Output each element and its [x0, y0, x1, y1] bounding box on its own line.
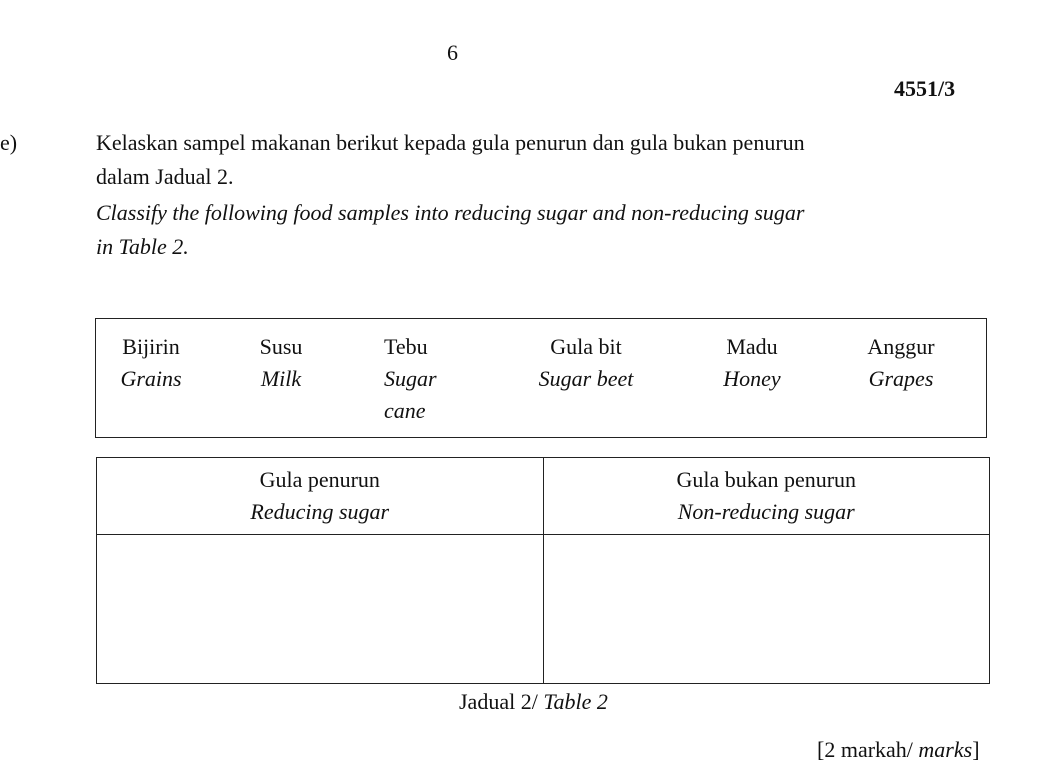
food-samples-box: [95, 318, 987, 438]
page-number: 6: [447, 40, 458, 65]
question-label: e): [0, 130, 18, 155]
header-malay: Gula penurun: [259, 467, 380, 492]
classification-table: [96, 457, 990, 684]
sample-sugar-cane: [384, 331, 444, 427]
marks-open: [2 markah/: [817, 737, 913, 762]
sample-english: Grapes: [868, 366, 934, 391]
caption-malay: Jadual 2/: [459, 689, 538, 714]
answer-cell-reducing-sugar[interactable]: [97, 535, 544, 684]
table-caption: [459, 689, 608, 715]
sample-grapes: [851, 331, 951, 395]
marks-english: marks: [918, 737, 973, 762]
header-reducing-sugar: [97, 458, 544, 535]
paper-code: 4551/3: [894, 76, 956, 101]
sample-english: Sugar: [384, 366, 437, 391]
sample-malay: Anggur: [867, 334, 935, 359]
sample-milk: [246, 331, 316, 395]
sample-sugar-beet: [516, 331, 656, 395]
sample-malay: Bijirin: [122, 334, 180, 359]
sample-english: Milk: [260, 366, 302, 391]
answer-cell-non-reducing-sugar[interactable]: [543, 535, 990, 684]
sample-malay: Susu: [259, 334, 303, 359]
caption-english: Table 2: [543, 689, 608, 714]
header-malay: Gula bukan penurun: [676, 467, 857, 492]
header-english: Reducing sugar: [250, 499, 390, 524]
sample-english: Honey: [723, 366, 781, 391]
sample-english: Grains: [120, 366, 182, 391]
sample-english-line-2: cane: [384, 398, 426, 423]
sample-malay: Gula bit: [550, 334, 622, 359]
question-text-english-line-1: Classify the following food samples into reducing sugar and non-reducing sugar: [96, 200, 805, 225]
sample-grains: [111, 331, 191, 395]
header-non-reducing-sugar: [543, 458, 990, 535]
question-text-malay-line-1: Kelaskan sampel makanan berikut kepada gula penurun dan gula bukan penurun: [96, 130, 805, 155]
marks-close: ]: [972, 737, 980, 762]
sample-malay: Tebu: [384, 334, 428, 359]
sample-english: Sugar beet: [538, 366, 634, 391]
header-english: Non-reducing sugar: [677, 499, 855, 524]
sample-honey: [712, 331, 792, 395]
question-text-english-line-2: in Table 2.: [96, 234, 189, 259]
marks-label: [817, 737, 980, 763]
question-text-malay-line-2: dalam Jadual 2.: [96, 164, 234, 189]
sample-malay: Madu: [726, 334, 778, 359]
